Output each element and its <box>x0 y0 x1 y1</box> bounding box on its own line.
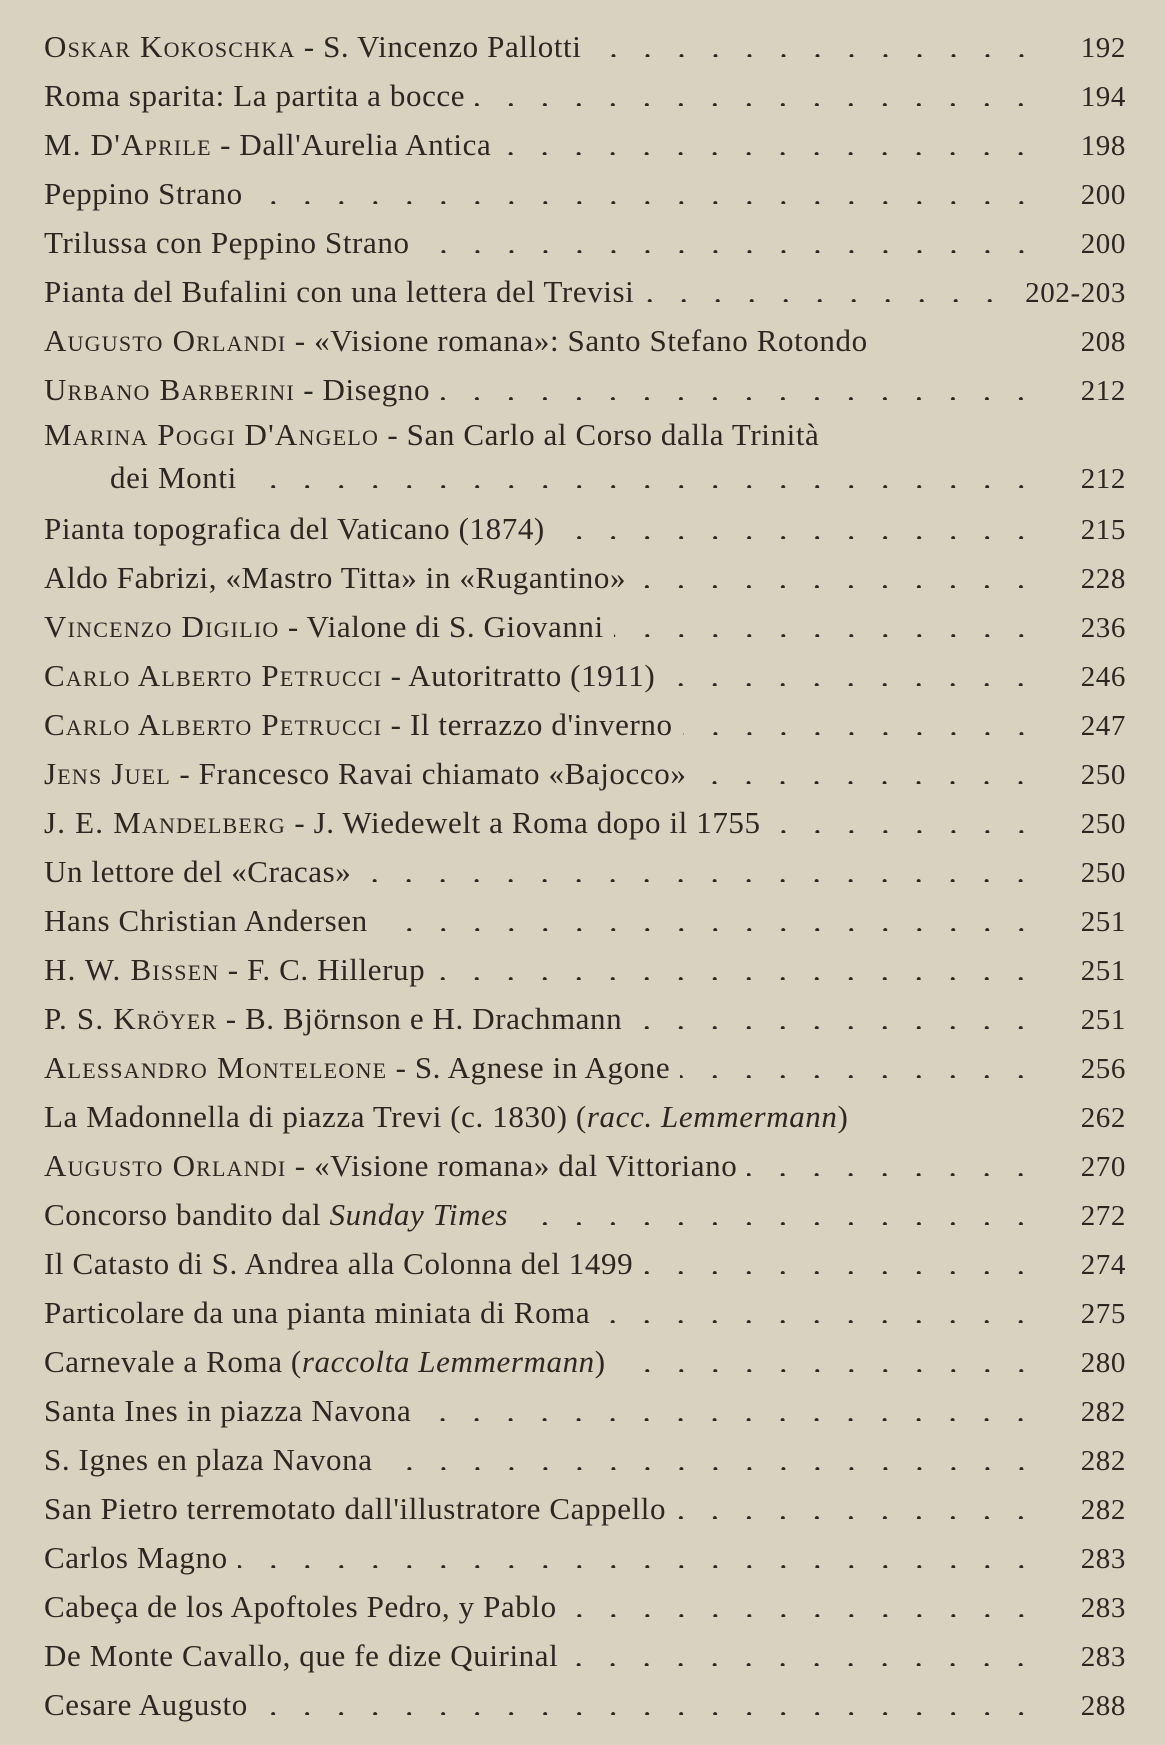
entry-page: 270 <box>1080 1151 1126 1183</box>
entry-page: 194 <box>1080 81 1126 113</box>
dot-leader <box>568 1656 1038 1666</box>
entry-text <box>44 71 465 120</box>
entry-title: Cesare Augusto <box>44 1687 248 1722</box>
entry-title: Un lettore del «Cracas» <box>44 854 352 889</box>
entry-title: Carlos Magno <box>44 1540 228 1575</box>
entry-text <box>44 504 545 553</box>
entry-text <box>44 553 626 602</box>
entry-title: S. Ignes en plaza Navona <box>44 1442 373 1477</box>
dot-leader <box>616 1362 1038 1372</box>
entry-text <box>44 1092 848 1141</box>
index-entry <box>44 749 1126 798</box>
entry-text <box>44 169 243 218</box>
index-entry <box>44 896 1126 945</box>
index-entry <box>44 365 1126 414</box>
index-entry <box>44 1288 1126 1337</box>
index-entry <box>44 1582 1126 1631</box>
entry-title: - «Visione romana» dal Vittoriano <box>286 1148 738 1183</box>
entry-author: Augusto Orlandi <box>44 1148 287 1183</box>
dot-leader <box>683 725 1038 735</box>
dot-leader <box>361 872 1038 882</box>
entry-title: Roma sparita: La partita a bocce <box>44 78 466 113</box>
index-entry <box>44 602 1126 651</box>
index-entry <box>44 798 1126 847</box>
entry-italic: racc. Lemmermann <box>586 1099 838 1134</box>
index-entry <box>44 267 1126 316</box>
entry-continuation: dei Monti <box>110 460 237 495</box>
dot-leader <box>567 1607 1038 1617</box>
entry-title: Aldo Fabrizi, «Mastro Titta» in «Rugantino» <box>44 560 627 595</box>
index-entry <box>44 218 1126 267</box>
entry-author: Alessandro Monteleone <box>44 1050 388 1085</box>
dot-leader <box>643 1264 1038 1274</box>
entry-author: Marina Poggi D'Angelo <box>44 417 380 452</box>
entry-author: Carlo Alberto Petrucci <box>44 658 383 693</box>
entry-page: 250 <box>1080 759 1126 791</box>
entry-title: - Disegno <box>294 372 431 407</box>
index-entry <box>44 1631 1126 1680</box>
entry-page: 251 <box>1080 906 1126 938</box>
entry-text <box>44 896 368 945</box>
dot-leader <box>238 1558 1038 1568</box>
index-entry <box>44 994 1126 1043</box>
dot-leader <box>676 1509 1038 1519</box>
entry-text <box>44 945 425 994</box>
entry-author: J. E. Mandelberg <box>44 805 286 840</box>
entry-text <box>44 1337 606 1386</box>
entry-text <box>44 1533 228 1582</box>
entry-author: M. D'Aprile <box>44 127 212 162</box>
entry-page: 283 <box>1080 1543 1126 1575</box>
dot-leader <box>555 529 1038 539</box>
dot-leader <box>680 1068 1038 1078</box>
index-entry <box>44 71 1126 120</box>
index-entry <box>44 1190 1126 1239</box>
index-entry <box>44 1239 1126 1288</box>
entry-text <box>44 1386 411 1435</box>
entry-page: 208 <box>1080 326 1126 358</box>
entry-title: - S. Vincenzo Pallotti <box>295 29 582 64</box>
entry-text <box>44 602 604 651</box>
entry-title: Carnevale a Roma ( <box>44 1344 302 1379</box>
entry-text <box>44 218 410 267</box>
dot-leader <box>592 47 1039 57</box>
entry-text <box>44 651 655 700</box>
index-entry <box>44 504 1126 553</box>
entry-author: Urbano Barberini <box>44 372 295 407</box>
entry-text <box>44 994 622 1043</box>
dot-leader <box>614 627 1038 637</box>
entry-page: 280 <box>1080 1347 1126 1379</box>
entry-author: Vincenzo Digilio <box>44 609 280 644</box>
dot-leader <box>253 194 1038 204</box>
index-entry <box>44 1533 1126 1582</box>
entry-title: Particolare da una pianta miniata di Roma <box>44 1295 591 1330</box>
entry-title: Pianta del Bufalini con una lettera del Trevisi <box>44 274 635 309</box>
entry-text <box>44 798 761 847</box>
entry-author: Jens Juel <box>44 756 172 791</box>
entry-text <box>44 1680 248 1729</box>
dot-leader <box>475 96 1038 106</box>
entry-text <box>44 22 582 71</box>
entry-author: Augusto Orlandi <box>44 323 287 358</box>
dot-leader <box>435 970 1038 980</box>
dot-leader <box>383 1460 1038 1470</box>
entry-page: 215 <box>1080 514 1126 546</box>
entry-title: Il Catasto di S. Andrea alla Colonna del 1499 <box>44 1246 634 1281</box>
entry-page: 200 <box>1080 228 1126 260</box>
entry-text <box>44 1141 737 1190</box>
entry-title: Cabeça de los Apoftoles Pedro, y Pablo <box>44 1589 557 1624</box>
entry-title: - Francesco Ravai chiamato «Bajocco» <box>171 756 687 791</box>
index-entry <box>44 1337 1126 1386</box>
entry-page: 256 <box>1080 1053 1126 1085</box>
entry-title: - Vialone di S. Giovanni <box>279 609 604 644</box>
entry-italic: Sunday Times <box>329 1197 509 1232</box>
entry-italic: raccolta Lemmermann <box>301 1344 595 1379</box>
index-entry <box>44 1484 1126 1533</box>
dot-leader <box>636 578 1038 588</box>
entry-page: 247 <box>1080 710 1126 742</box>
entry-text <box>44 1582 557 1631</box>
entry-text <box>44 1288 590 1337</box>
dot-leader <box>632 1019 1038 1029</box>
index-entry <box>44 700 1126 749</box>
entry-title: Concorso bandito dal <box>44 1197 330 1232</box>
entry-page: 236 <box>1080 612 1126 644</box>
entry-page: 282 <box>1080 1445 1126 1477</box>
entry-title: San Pietro terremotato dall'illustratore Cappello <box>44 1491 667 1526</box>
entry-title: Santa Ines in piazza Navona <box>44 1393 412 1428</box>
dot-leader <box>258 1705 1038 1715</box>
entry-title: - B. Björnson e H. Drachmann <box>217 1001 623 1036</box>
entry-title: - F. C. Hillerup <box>219 952 426 987</box>
entry-author: P. S. Kröyer <box>44 1001 218 1036</box>
entry-text <box>44 749 686 798</box>
entry-page: 212 <box>1080 463 1126 495</box>
entry-title: Trilussa con Peppino Strano <box>44 225 410 260</box>
index-of-illustrations <box>44 22 1126 1729</box>
entry-page: 246 <box>1080 661 1126 693</box>
entry-text <box>44 1043 670 1092</box>
entry-title: Pianta topografica del Vaticano (1874) <box>44 511 545 546</box>
entry-page: 212 <box>1080 375 1126 407</box>
dot-leader <box>771 823 1038 833</box>
dot-leader <box>420 243 1038 253</box>
entry-page: 250 <box>1080 857 1126 889</box>
entry-page: 272 <box>1080 1200 1126 1232</box>
dot-leader <box>600 1313 1038 1323</box>
entry-title: La Madonnella di piazza Trevi (c. 1830) ( <box>44 1099 587 1134</box>
entry-title: - Autoritratto (1911) <box>382 658 656 693</box>
entry-text <box>44 1484 666 1533</box>
entry-page: 202-203 <box>1025 277 1126 309</box>
entry-text <box>44 1239 633 1288</box>
entry-page: 192 <box>1080 32 1126 64</box>
dot-leader <box>440 390 1038 400</box>
entry-title: - San Carlo al Corso dalla Trinità <box>379 417 820 452</box>
index-entry <box>44 1092 1126 1141</box>
entry-title: - Dall'Aurelia Antica <box>211 127 492 162</box>
entry-page: 282 <box>1080 1396 1126 1428</box>
entry-text <box>44 700 673 749</box>
entry-text <box>44 365 430 414</box>
entry-page: 283 <box>1080 1592 1126 1624</box>
index-entry <box>44 1043 1126 1092</box>
entry-title: - Il terrazzo d'inverno <box>382 707 673 742</box>
entry-page: 200 <box>1080 179 1126 211</box>
entry-page: 274 <box>1080 1249 1126 1281</box>
index-entry <box>44 945 1126 994</box>
entry-after: ) <box>594 1344 606 1379</box>
entry-text <box>44 414 819 455</box>
index-entry <box>44 847 1126 896</box>
entry-page: 275 <box>1080 1298 1126 1330</box>
entry-page: 282 <box>1080 1494 1126 1526</box>
entry-author: Oskar Kokoschka <box>44 29 296 64</box>
entry-author: H. W. Bissen <box>44 952 220 987</box>
dot-leader <box>665 676 1038 686</box>
entry-title: - S. Agnese in Agone <box>387 1050 671 1085</box>
entry-page: 288 <box>1080 1690 1126 1722</box>
index-entry <box>44 120 1126 169</box>
entry-page: 198 <box>1080 130 1126 162</box>
dot-leader <box>747 1166 1038 1176</box>
entry-page: 283 <box>1080 1641 1126 1673</box>
entry-title: Hans Christian Andersen <box>44 903 368 938</box>
entry-text <box>44 1631 558 1680</box>
dot-leader <box>421 1411 1038 1421</box>
dot-leader <box>378 921 1038 931</box>
entry-page: 251 <box>1080 955 1126 987</box>
index-entry <box>44 1680 1126 1729</box>
entry-page: 250 <box>1080 808 1126 840</box>
index-entry <box>44 1435 1126 1484</box>
index-entry <box>44 316 1126 365</box>
entry-text <box>44 1435 373 1484</box>
index-entry <box>44 1386 1126 1435</box>
index-entry <box>44 169 1126 218</box>
entry-title: - J. Wiedewelt a Roma dopo il 1755 <box>285 805 761 840</box>
entry-text <box>44 267 634 316</box>
entry-text <box>44 847 351 896</box>
index-entry <box>44 553 1126 602</box>
entry-page: 251 <box>1080 1004 1126 1036</box>
entry-title: - «Visione romana»: Santo Stefano Rotondo <box>286 323 868 358</box>
entry-page: 262 <box>1080 1102 1126 1134</box>
dot-leader <box>501 145 1038 155</box>
index-entry <box>44 1141 1126 1190</box>
dot-leader <box>696 774 1038 784</box>
entry-page: 228 <box>1080 563 1126 595</box>
entry-after: ) <box>837 1099 849 1134</box>
index-entry <box>44 414 1126 504</box>
entry-title: De Monte Cavallo, que fe dize Quirinal <box>44 1638 559 1673</box>
entry-author: Carlo Alberto Petrucci <box>44 707 383 742</box>
dot-leader <box>644 292 1007 302</box>
index-entry <box>44 651 1126 700</box>
index-entry <box>44 22 1126 71</box>
entry-text <box>44 316 868 365</box>
entry-title: Peppino Strano <box>44 176 243 211</box>
dot-leader <box>247 478 1038 488</box>
dot-leader <box>518 1215 1038 1225</box>
entry-text <box>44 1190 508 1239</box>
entry-text <box>44 120 491 169</box>
